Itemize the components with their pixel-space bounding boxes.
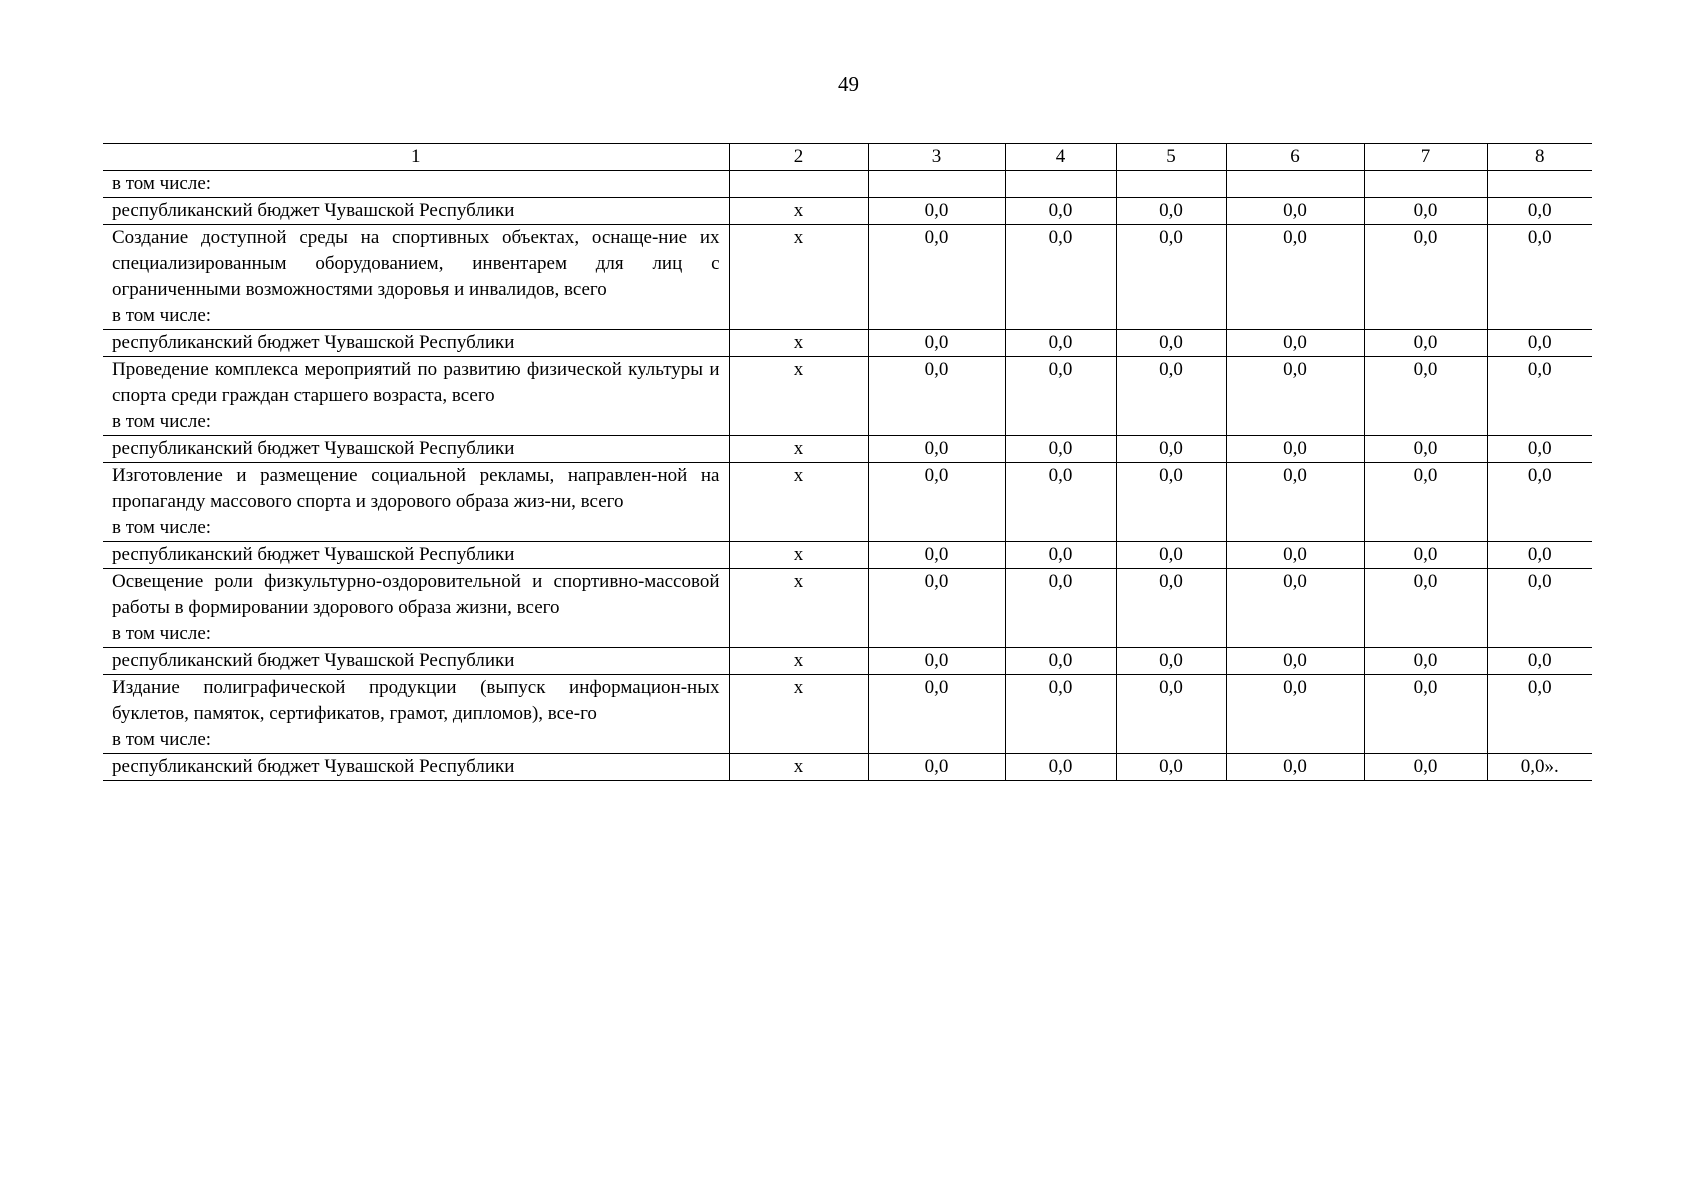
value-cell: 0,0: [1005, 436, 1116, 463]
row-description-line: республиканский бюджет Чувашской Республики: [112, 756, 515, 777]
value-cell: 0,0: [1116, 648, 1226, 675]
value-cell: 0,0: [868, 436, 1005, 463]
column-header: 1: [103, 144, 729, 171]
value-cell: 0,0: [868, 463, 1005, 542]
value-cell: 0,0: [1005, 648, 1116, 675]
value-cell: 0,0: [1116, 754, 1226, 781]
row-marker-cell: х: [729, 330, 868, 357]
value-cell: 0,0: [1226, 542, 1364, 569]
row-marker-cell: х: [729, 648, 868, 675]
value-cell: 0,0: [1005, 675, 1116, 754]
value-cell: 0,0: [868, 225, 1005, 330]
value-cell: 0,0: [1487, 542, 1592, 569]
row-marker-cell: х: [729, 675, 868, 754]
value-cell: 0,0: [1487, 225, 1592, 330]
value-cell: 0,0: [868, 675, 1005, 754]
value-cell: 0,0: [1116, 330, 1226, 357]
page-number: 49: [838, 72, 859, 96]
row-description-line: республиканский бюджет Чувашской Республики: [112, 650, 515, 671]
value-cell: [1116, 171, 1226, 198]
value-cell: 0,0: [1005, 569, 1116, 648]
value-cell: 0,0: [1226, 436, 1364, 463]
value-cell: 0,0: [1226, 225, 1364, 330]
table-row: [103, 198, 1592, 225]
value-cell: 0,0: [1116, 436, 1226, 463]
table-body: [103, 144, 1592, 781]
value-cell: [1487, 171, 1592, 198]
row-description: [103, 542, 729, 569]
value-cell: 0,0: [1116, 569, 1226, 648]
value-cell: 0,0: [1487, 436, 1592, 463]
row-description-line: в том числе:: [112, 623, 212, 644]
row-description: [103, 436, 729, 463]
value-cell: 0,0: [1116, 542, 1226, 569]
row-description: [103, 754, 729, 781]
value-cell: 0,0».: [1487, 754, 1592, 781]
table-row: [103, 569, 1592, 648]
row-marker-cell: х: [729, 357, 868, 436]
row-description-line: Проведение комплекса мероприятий по развитию физической культуры и спорта среди граждан старшего возраста, всего: [112, 359, 720, 406]
value-cell: 0,0: [1364, 648, 1487, 675]
value-cell: 0,0: [1116, 357, 1226, 436]
value-cell: 0,0: [1226, 357, 1364, 436]
row-description: [103, 225, 729, 330]
row-marker-cell: х: [729, 754, 868, 781]
value-cell: 0,0: [1226, 330, 1364, 357]
row-description: [103, 675, 729, 754]
table-row: [103, 171, 1592, 198]
table-row: [103, 357, 1592, 436]
column-header: 5: [1116, 144, 1226, 171]
value-cell: 0,0: [1005, 225, 1116, 330]
row-description-line: республиканский бюджет Чувашской Республики: [112, 544, 515, 565]
row-description: [103, 171, 729, 198]
table-row: [103, 675, 1592, 754]
value-cell: 0,0: [1364, 198, 1487, 225]
row-marker-cell: х: [729, 436, 868, 463]
value-cell: 0,0: [1364, 754, 1487, 781]
value-cell: 0,0: [1005, 463, 1116, 542]
value-cell: 0,0: [868, 542, 1005, 569]
row-description-line: Освещение роли физкультурно-оздоровительной и спортивно-массовой работы в формировании здорового образа жизни, всего: [112, 571, 720, 618]
budget-table: [103, 143, 1592, 781]
value-cell: [868, 171, 1005, 198]
value-cell: 0,0: [1487, 569, 1592, 648]
row-marker-cell: [729, 171, 868, 198]
value-cell: 0,0: [868, 198, 1005, 225]
value-cell: 0,0: [1226, 675, 1364, 754]
row-marker-cell: х: [729, 198, 868, 225]
row-description-line: в том числе:: [112, 305, 212, 326]
row-description-line: республиканский бюджет Чувашской Республики: [112, 438, 515, 459]
row-description: [103, 357, 729, 436]
row-description-line: в том числе:: [112, 729, 212, 750]
row-description: [103, 198, 729, 225]
value-cell: 0,0: [1364, 330, 1487, 357]
row-description: [103, 463, 729, 542]
value-cell: 0,0: [1487, 198, 1592, 225]
value-cell: 0,0: [1487, 463, 1592, 542]
row-description-line: в том числе:: [112, 517, 212, 538]
value-cell: 0,0: [1116, 675, 1226, 754]
value-cell: 0,0: [1364, 225, 1487, 330]
value-cell: [1005, 171, 1116, 198]
value-cell: 0,0: [1005, 198, 1116, 225]
row-marker-cell: х: [729, 542, 868, 569]
value-cell: 0,0: [1226, 569, 1364, 648]
value-cell: 0,0: [1005, 330, 1116, 357]
table-row: [103, 754, 1592, 781]
value-cell: 0,0: [1364, 357, 1487, 436]
table-row: [103, 463, 1592, 542]
value-cell: [1226, 171, 1364, 198]
value-cell: 0,0: [1487, 675, 1592, 754]
row-description-line: Изготовление и размещение социальной рекламы, направлен-ной на пропаганду массового спорта и здорового образа жиз-ни, всего: [112, 465, 720, 512]
value-cell: 0,0: [1116, 225, 1226, 330]
table-row: [103, 436, 1592, 463]
column-header: 8: [1487, 144, 1592, 171]
value-cell: 0,0: [1487, 330, 1592, 357]
value-cell: 0,0: [868, 569, 1005, 648]
value-cell: 0,0: [1005, 357, 1116, 436]
value-cell: 0,0: [1226, 754, 1364, 781]
value-cell: 0,0: [1364, 542, 1487, 569]
value-cell: 0,0: [1226, 198, 1364, 225]
value-cell: 0,0: [1364, 675, 1487, 754]
table-row: [103, 648, 1592, 675]
header-row: [103, 144, 1592, 171]
table-row: [103, 330, 1592, 357]
value-cell: 0,0: [1364, 436, 1487, 463]
row-description-line: в том числе:: [112, 411, 212, 432]
value-cell: 0,0: [1226, 463, 1364, 542]
row-marker-cell: х: [729, 225, 868, 330]
row-description-line: в том числе:: [112, 173, 212, 194]
row-description: [103, 330, 729, 357]
value-cell: 0,0: [1487, 648, 1592, 675]
value-cell: 0,0: [1364, 463, 1487, 542]
value-cell: 0,0: [1226, 648, 1364, 675]
column-header: 6: [1226, 144, 1364, 171]
row-description: [103, 569, 729, 648]
value-cell: 0,0: [1116, 198, 1226, 225]
row-description-line: Издание полиграфической продукции (выпуск информацион-ных буклетов, памяток, сертификатов, грамот, дипломов), все-го: [112, 677, 720, 724]
value-cell: 0,0: [868, 330, 1005, 357]
value-cell: 0,0: [1116, 463, 1226, 542]
row-marker-cell: х: [729, 463, 868, 542]
value-cell: 0,0: [1005, 542, 1116, 569]
column-header: 7: [1364, 144, 1487, 171]
column-header: 3: [868, 144, 1005, 171]
value-cell: 0,0: [868, 357, 1005, 436]
value-cell: [1364, 171, 1487, 198]
value-cell: 0,0: [1487, 357, 1592, 436]
row-marker-cell: х: [729, 569, 868, 648]
value-cell: 0,0: [868, 648, 1005, 675]
row-description-line: республиканский бюджет Чувашской Республики: [112, 332, 515, 353]
table-row: [103, 225, 1592, 330]
value-cell: 0,0: [1364, 569, 1487, 648]
column-header: 2: [729, 144, 868, 171]
row-description-line: Создание доступной среды на спортивных объектах, оснаще-ние их специализированным оборудованием, инвентарем для лиц с ограниченными возможностями здоровья и инвалидов, всего: [112, 227, 720, 300]
column-header: 4: [1005, 144, 1116, 171]
value-cell: 0,0: [868, 754, 1005, 781]
row-description: [103, 648, 729, 675]
row-description-line: республиканский бюджет Чувашской Республики: [112, 200, 515, 221]
value-cell: 0,0: [1005, 754, 1116, 781]
table-row: [103, 542, 1592, 569]
